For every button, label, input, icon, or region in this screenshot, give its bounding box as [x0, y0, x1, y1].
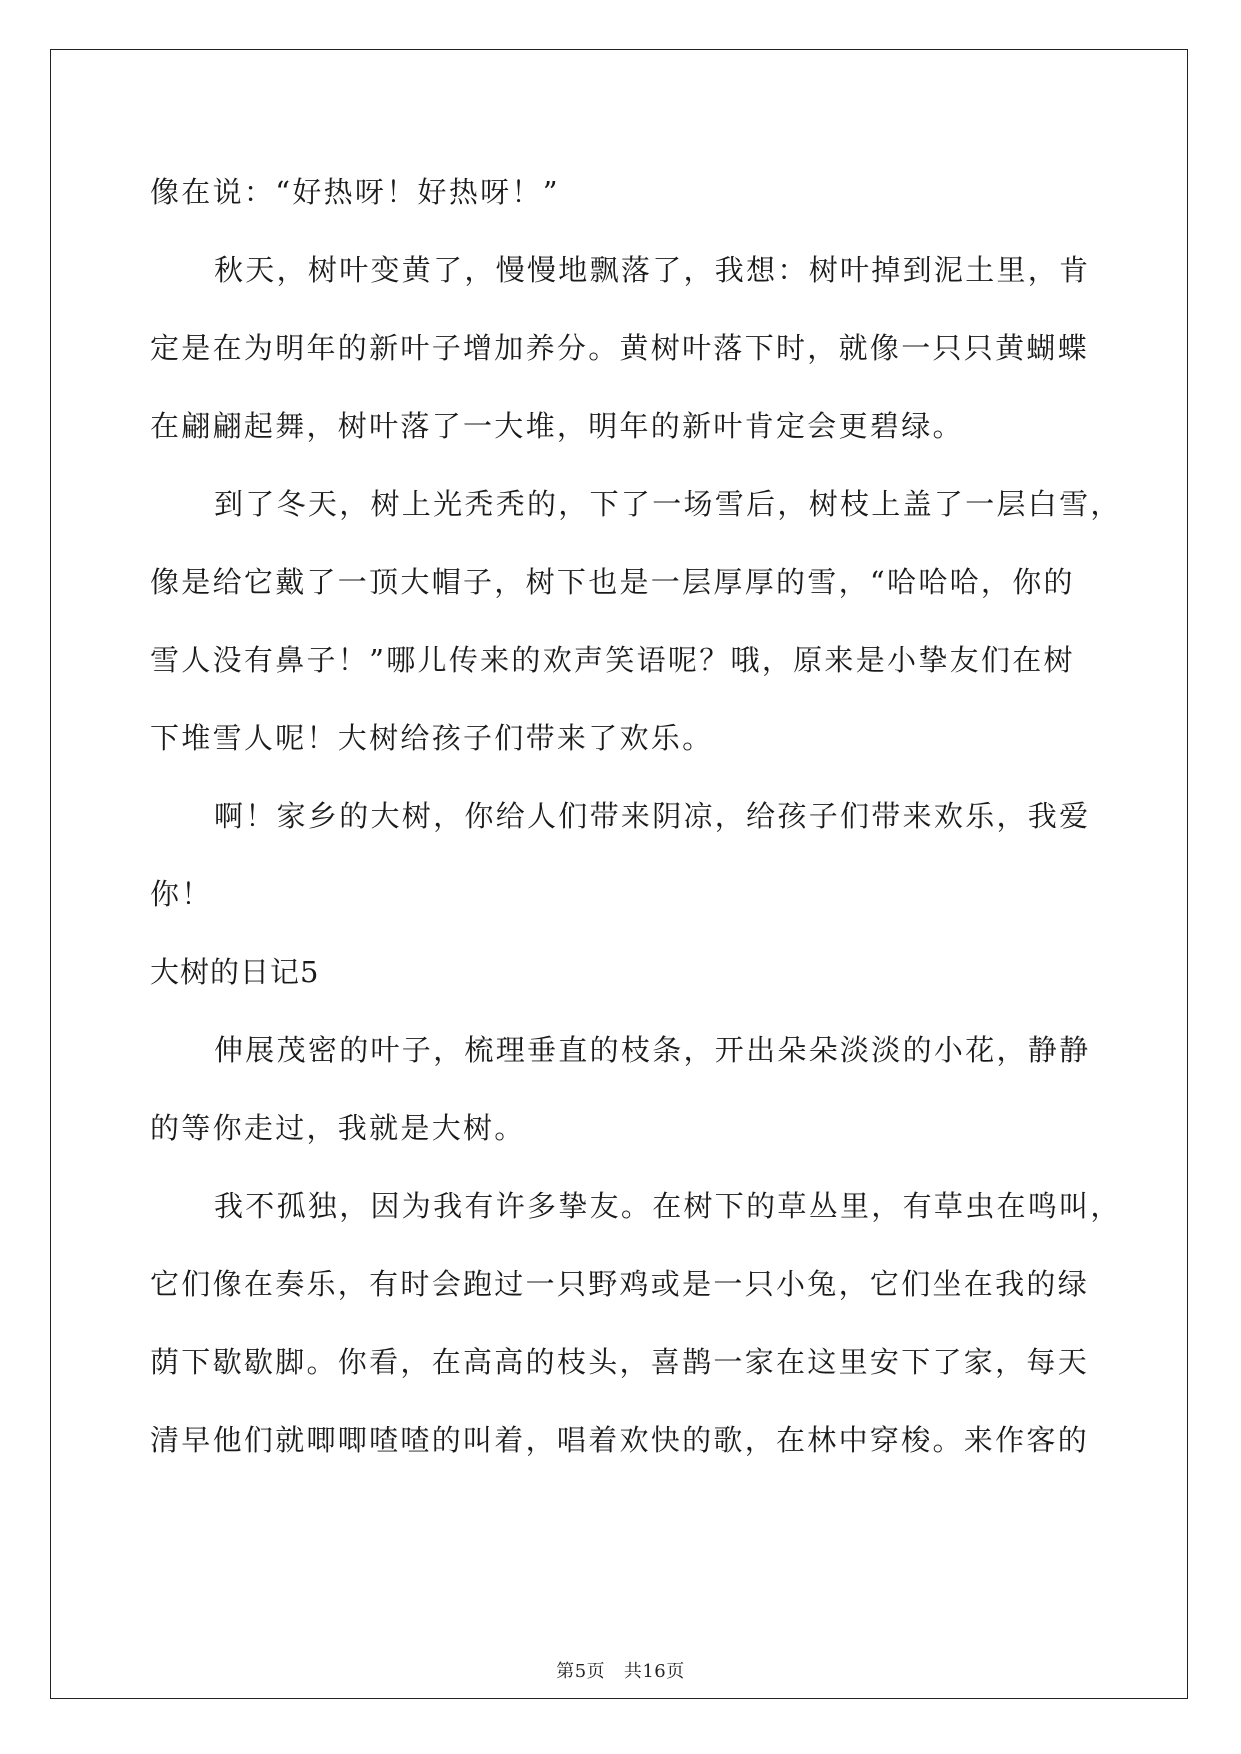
text-line: 下堆雪人呢！大树给孩子们带来了欢乐。: [150, 721, 714, 755]
text-line: 你！: [150, 877, 213, 911]
paragraph-start-line: 到了冬天，树上光秃秃的，下了一场雪后，树枝上盖了一层白雪，: [214, 487, 1122, 521]
text-line: 雪人没有鼻子！”哪儿传来的欢声笑语呢？哦，原来是小挚友们在树: [150, 643, 1075, 677]
text-line: 它们像在奏乐，有时会跑过一只野鸡或是一只小兔，它们坐在我的绿: [150, 1267, 1090, 1301]
paragraph-start-line: 我不孤独，因为我有许多挚友。在树下的草丛里，有草虫在鸣叫，: [214, 1189, 1122, 1223]
paragraph-start-line: 伸展茂密的叶子，梳理垂直的枝条，开出朵朵淡淡的小花，静静: [214, 1033, 1091, 1067]
page-footer: [0, 1657, 1241, 1683]
text-line: 像在说：“好热呀！好热呀！”: [150, 175, 560, 209]
text-line: 荫下歇歇脚。你看，在高高的枝头，喜鹊一家在这里安下了家，每天: [150, 1345, 1090, 1379]
document-body: [150, 162, 1122, 1488]
text-line: 的等你走过，我就是大树。: [150, 1111, 526, 1145]
text-line: 在翩翩起舞，树叶落了一大堆，明年的新叶肯定会更碧绿。: [150, 409, 964, 443]
section-heading: 大树的日记5: [150, 955, 320, 989]
text-line: 像是给它戴了一顶大帽子，树下也是一层厚厚的雪，“哈哈哈，你的: [150, 565, 1075, 599]
page-number-label: 第5页 共16页: [556, 1661, 685, 1682]
paragraph-start-line: 啊！家乡的大树，你给人们带来阴凉，给孩子们带来欢乐，我爱: [214, 799, 1091, 833]
text-line: 定是在为明年的新叶子增加养分。黄树叶落下时，就像一只只黄蝴蝶: [150, 331, 1090, 365]
text-line: 清早他们就唧唧喳喳的叫着，唱着欢快的歌，在林中穿梭。来作客的: [150, 1423, 1090, 1457]
paragraph-start-line: 秋天，树叶变黄了，慢慢地飘落了，我想：树叶掉到泥土里，肯: [214, 253, 1091, 287]
